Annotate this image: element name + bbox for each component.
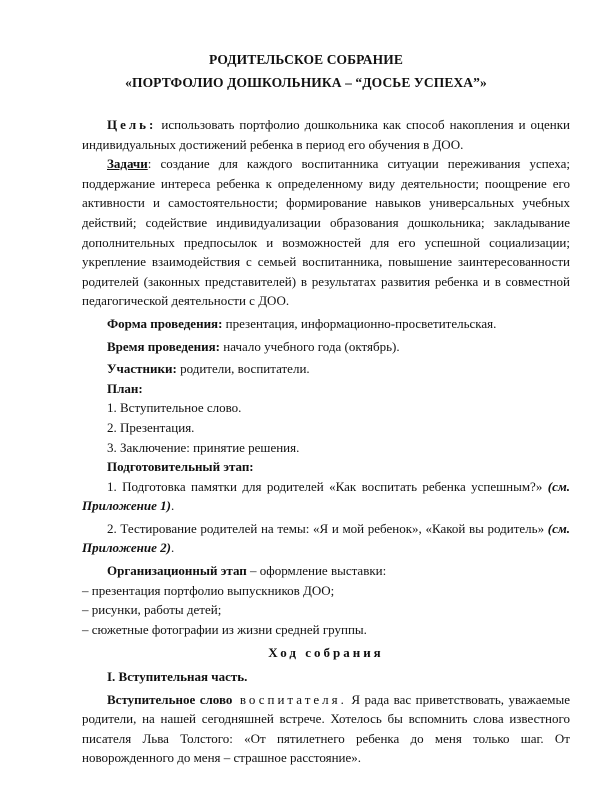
title-line-2: «ПОРТФОЛИО ДОШКОЛЬНИКА – “ДОСЬЕ УСПЕХА”»	[125, 75, 487, 90]
intro-role: воспитателя.	[232, 691, 347, 707]
tasks-label: Задачи	[107, 156, 148, 172]
org-item: – рисунки, работы детей;	[82, 602, 222, 618]
plan-item: 3. Заключение: принятие решения.	[107, 439, 300, 455]
prep-item-1-text: 1. Подготовка памятки для родителей «Как воспитать ребенка успешным?»	[107, 478, 548, 494]
document-body	[82, 115, 570, 768]
prep-item-1	[82, 477, 570, 516]
org-item: – сюжетные фотографии из жизни средней группы.	[82, 621, 367, 637]
meeting-heading: Ход собрания	[268, 645, 384, 661]
org-label: Организационный этап	[107, 563, 247, 579]
prep-item-2-text: 2. Тестирование родителей на темы: «Я и мой ребенок», «Какой вы родитель»	[107, 520, 548, 536]
intro-text: Я рада вас приветствовать, уважаемые родители, на нашей сегодняшней встрече. Хотелось бы вспомнить слова известного писателя Льва Толстого: «От пятилетнего ребенка до меня только шаг. От новорожденного до меня – страшное расстояние».	[82, 691, 571, 766]
plan-item: 2. Презентация.	[107, 419, 195, 435]
prep-item-2-end: .	[170, 540, 175, 556]
prep-item-1-ref: (см. Приложение 1)	[82, 478, 570, 514]
org-text: – оформление выставки:	[246, 563, 387, 579]
plan-label: План:	[107, 380, 143, 396]
tasks-paragraph	[82, 154, 570, 311]
intro-label: Вступительное слово	[107, 691, 233, 707]
prep-label: Подготовительный этап:	[107, 459, 254, 475]
part-1-heading: I. Вступительная часть.	[107, 669, 248, 685]
plan-item: 1. Вступительное слово.	[107, 400, 242, 416]
intro-paragraph	[82, 690, 570, 768]
prep-item-2-ref: (см. Приложение 2)	[82, 520, 570, 556]
participants-label: Участники:	[107, 361, 177, 377]
tasks-text: : создание для каждого воспитанника ситуации переживания успеха; поддержание интереса ребенка к определенному виду деятельности; поощрение его активности и самостоятельности; формирование навыков универсальных учебных действий; содействие индивидуализации образования дошкольника; закладывание дополнительных предпосылок и возможностей для его успешной социализации; укрепление взаимодействия с семьей воспитанника, повышение заинтересованности родителей (законных представителей) в результатах развития ребенка и в совместной педагогической деятельности с ДОО.	[82, 156, 570, 309]
time-label: Время проведения:	[107, 338, 221, 354]
goal-text: использовать портфолио дошкольника как способ накопления и оценки индивидуальных достижений ребенка в период его обучения в ДОО.	[82, 117, 570, 152]
prep-item-1-end: .	[170, 498, 175, 514]
time-text: начало учебного года (октябрь).	[220, 338, 400, 354]
org-item: – презентация портфолио выпускников ДОО;	[82, 582, 335, 598]
form-label: Форма проведения:	[107, 315, 223, 331]
form-paragraph	[82, 314, 570, 334]
title-line-1: РОДИТЕЛЬСКОЕ СОБРАНИЕ	[209, 52, 403, 67]
time-paragraph	[82, 337, 570, 357]
goal-paragraph	[82, 115, 570, 154]
prep-item-2	[82, 519, 570, 558]
participants-paragraph	[82, 359, 570, 379]
form-text: презентация, информационно-просветительская.	[222, 315, 497, 331]
org-paragraph	[82, 561, 570, 581]
goal-label: Цель:	[107, 117, 157, 132]
participants-text: родители, воспитатели.	[176, 361, 310, 377]
